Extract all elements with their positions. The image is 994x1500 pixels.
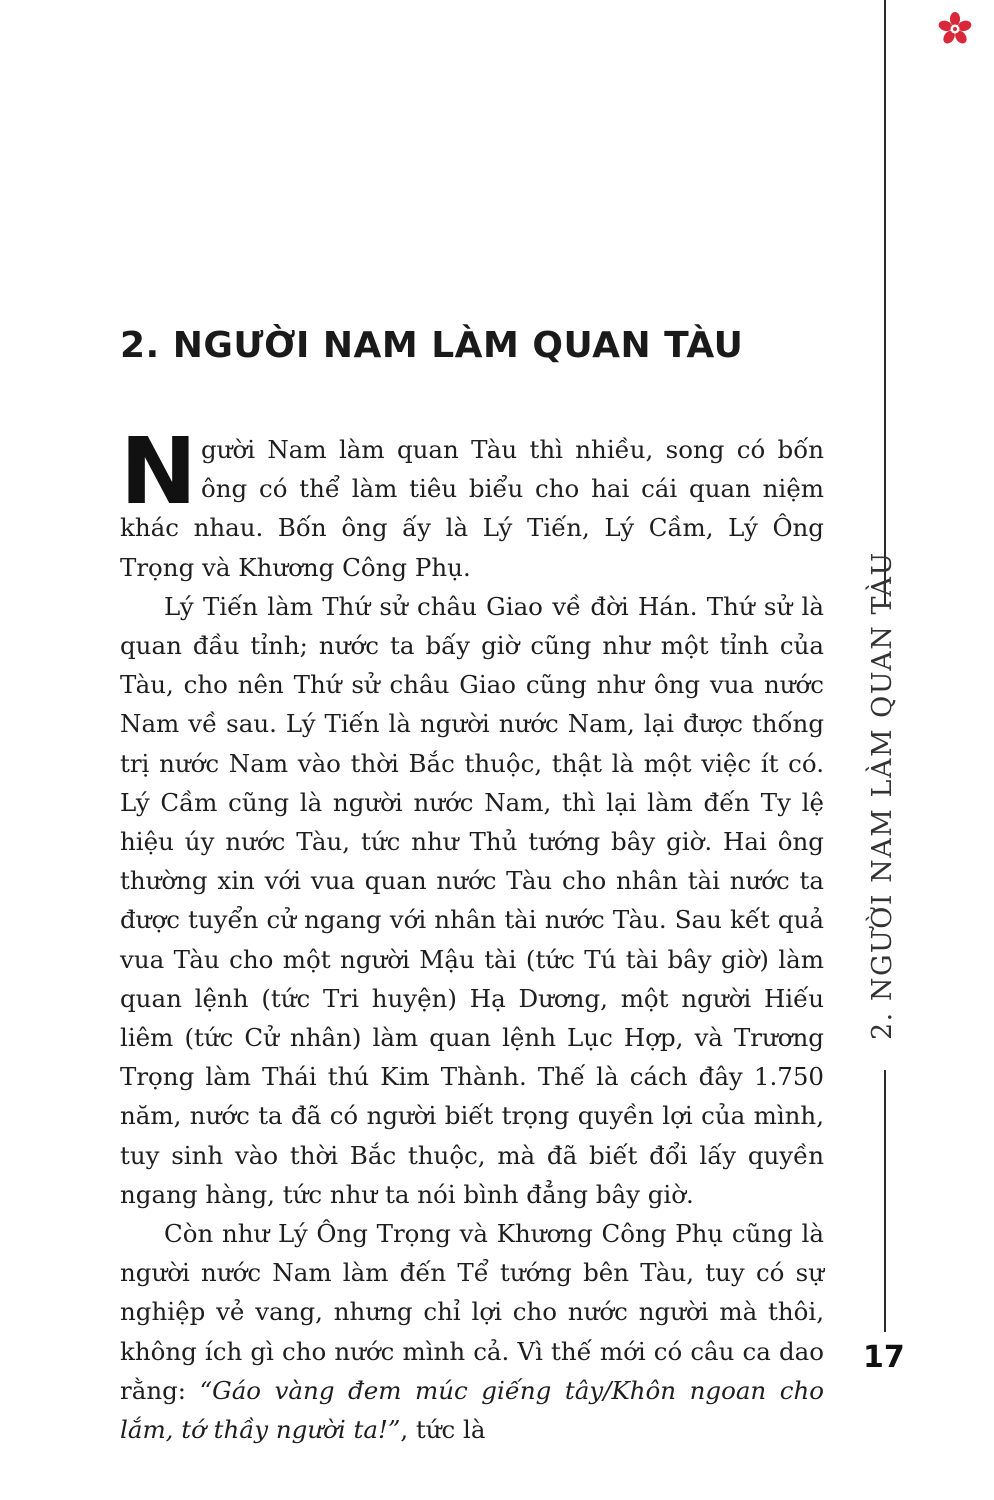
folk-verse-quote: “Gáo vàng đem múc giếng tây/Khôn ngoan cho lắm, tớ thầy người ta!” [120,1375,825,1445]
paragraph-1-text: gười Nam làm quan Tàu thì nhiều, song có bốn ông có thể làm tiêu biểu cho hai cái quan niệm khác nhau. Bốn ông ấy là Lý Tiến, Lý Cầm, Lý Ông Trọng và Khương Công Phụ. [120,435,824,582]
drop-cap: N [120,418,197,525]
chapter-title: 2. NGƯỜI NAM LÀM QUAN TÀU [120,325,744,366]
paragraph-3 [120,1214,824,1449]
paragraph-3-end: , tức là [400,1415,486,1445]
paragraph-1 [120,418,824,587]
margin-rule-bottom [884,1070,886,1332]
body-text [120,418,825,1449]
margin-rule-top [884,0,886,604]
paragraph-2: Lý Tiến làm Thứ sử châu Giao về đời Hán. Thứ sử là quan đầu tỉnh; nước ta bấy giờ cũng như một tỉnh của Tàu, cho nên Thứ sử châu Giao cũng như ông vua nước Nam về sau. Lý Tiến là người nước Nam, lại được thống trị nước Nam vào thời Bắc thuộc, thật là một việc ít có. Lý Cầm cũng là người nước Nam, thì lại làm đến Ty lệ hiệu úy nước Tàu, tức như Thủ tướng bây giờ. Hai ông thường xin với vua quan nước Tàu cho nhân tài nước ta được tuyển cử ngang với nhân tài nước Tàu. Sau kết quả vua Tàu cho một người Mậu tài (tức Tú tài bây giờ) làm quan lệnh (tức Tri huyện) Hạ Dương, một người Hiếu liêm (tức Cử nhân) làm quan lệnh Lục Hợp, và Trương Trọng làm Thái thú Kim Thành. Thế là cách đây 1.750 năm, nước ta đã có người biết trọng quyền lợi của mình, tuy sinh vào thời Bắc thuộc, mà đã biết đổi lấy quyền ngang hàng, tức như ta nói bình đẳng bây giờ. [120,591,824,1209]
flower-icon [938,12,972,46]
running-head: 2. NGƯỜI NAM LÀM QUAN TÀU [867,551,898,1040]
page-number: 17 [863,1340,905,1375]
paragraph-3-text: Còn như Lý Ông Trọng và Khương Công Phụ cũng là người nước Nam làm đến Tể tướng bên Tàu, tuy có sự nghiệp vẻ vang, nhưng chỉ lợi cho nước người mà thôi, không ích gì cho nước mình cả. Vì thế mới có câu ca dao rằng: [120,1219,824,1405]
